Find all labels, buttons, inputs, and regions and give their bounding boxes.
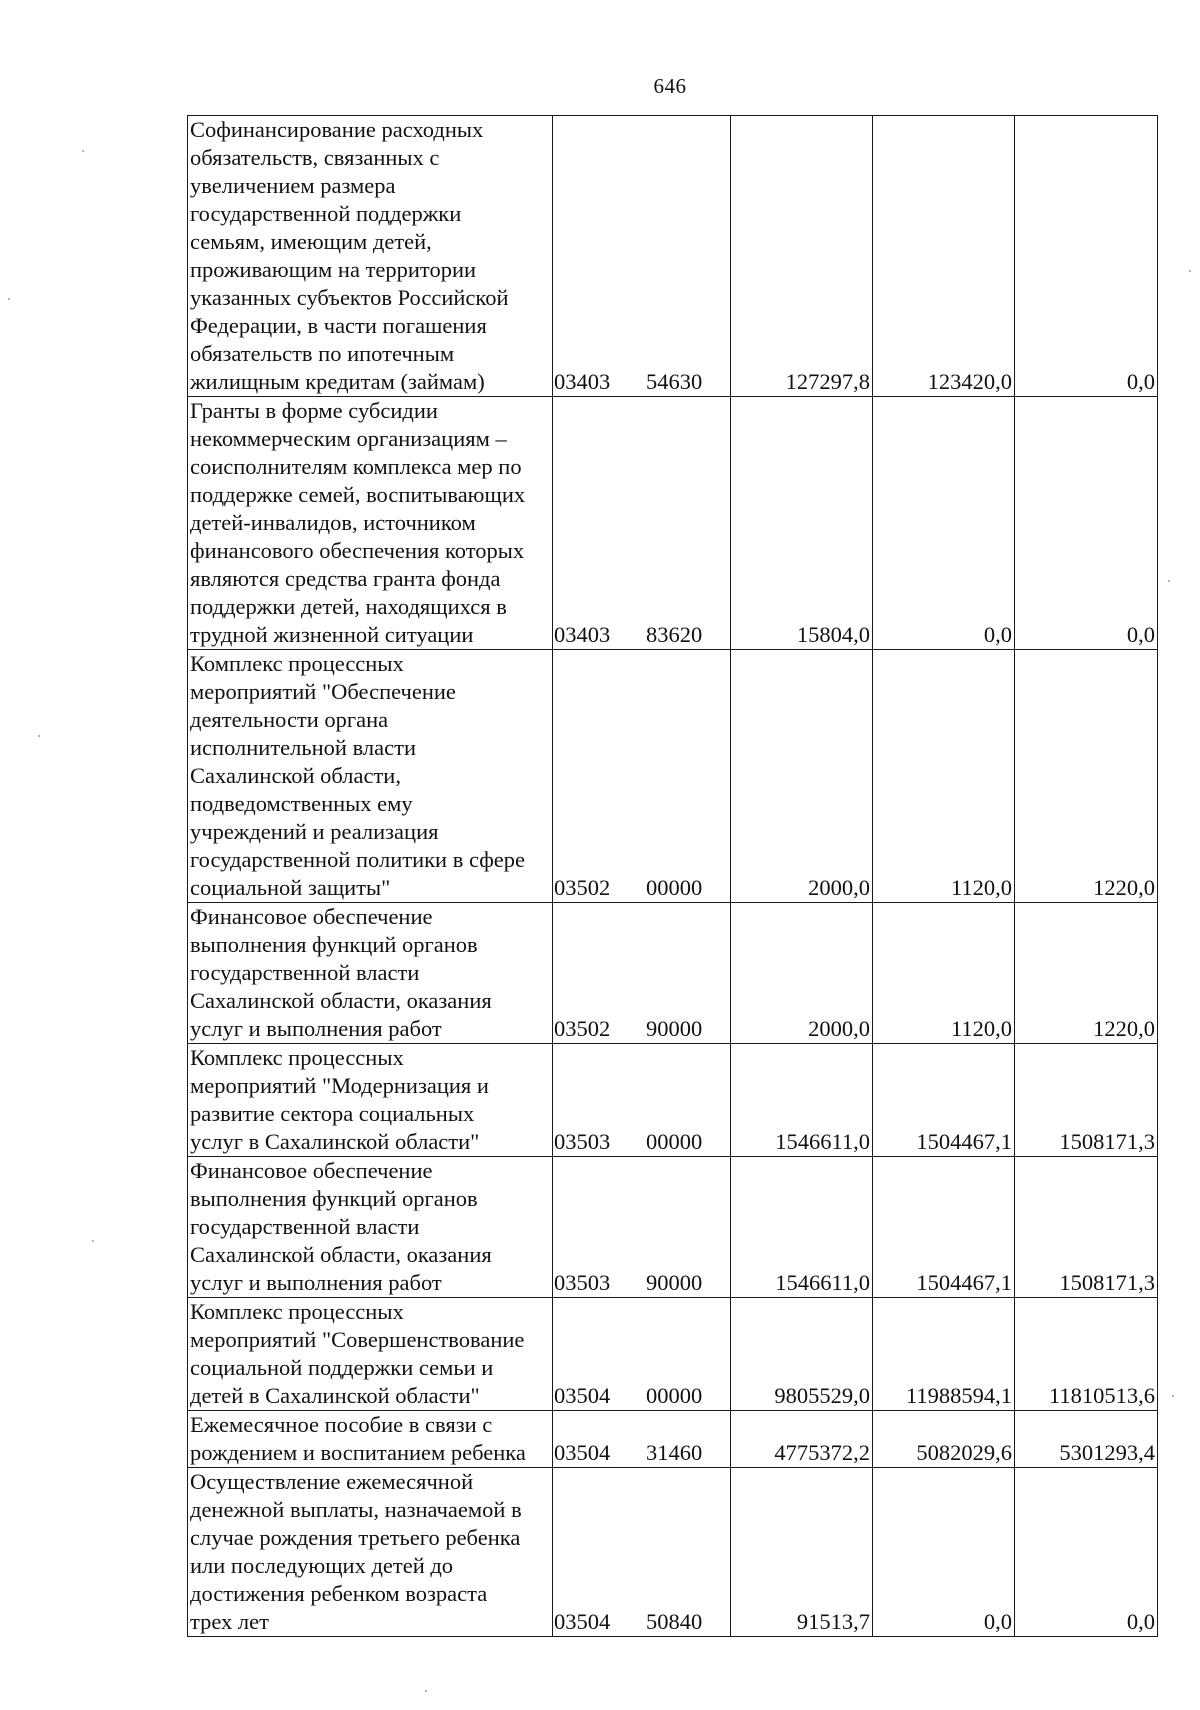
row-name-cell bbox=[188, 1411, 553, 1468]
direction-code: 54630 bbox=[646, 369, 703, 394]
table-row bbox=[188, 1298, 1158, 1411]
row-name-line: детей-инвалидов, источником bbox=[190, 510, 476, 535]
row-name-line: денежной выплаты, назначаемой в bbox=[190, 1497, 522, 1522]
amount-year-1: 91513,7 bbox=[731, 1468, 873, 1637]
program-code: 03502 bbox=[554, 875, 611, 900]
amount-year-3: 1508171,3 bbox=[1015, 1157, 1158, 1298]
amount-year-2: 0,0 bbox=[873, 1468, 1015, 1637]
amount-year-1: 9805529,0 bbox=[731, 1298, 873, 1411]
amount-year-2: 1504467,1 bbox=[873, 1044, 1015, 1157]
row-name-line: выполнения функций органов bbox=[190, 932, 478, 957]
amount-year-3: 11810513,6 bbox=[1015, 1298, 1158, 1411]
amount-year-3: 0,0 bbox=[1015, 397, 1158, 650]
row-name-line: государственной политики в сфере bbox=[190, 847, 526, 872]
row-name-line: достижения ребенком возраста bbox=[190, 1581, 488, 1606]
row-name-line: развитие сектора социальных bbox=[190, 1101, 475, 1126]
amount-year-3: 0,0 bbox=[1015, 116, 1158, 397]
program-code: 03504 bbox=[554, 1440, 611, 1465]
row-name-cell bbox=[188, 397, 553, 650]
direction-code: 00000 bbox=[646, 1383, 703, 1408]
program-code: 03503 bbox=[554, 1129, 611, 1154]
amount-year-1: 2000,0 bbox=[731, 650, 873, 903]
program-code: 03502 bbox=[554, 1016, 611, 1041]
budget-table-body bbox=[188, 116, 1158, 1637]
row-name-line: учреждений и реализация bbox=[190, 819, 439, 844]
row-name-line: подведомственных ему bbox=[190, 791, 413, 816]
row-name-cell bbox=[188, 116, 553, 397]
amount-year-3: 1508171,3 bbox=[1015, 1044, 1158, 1157]
row-name-line: финансового обеспечения которых bbox=[190, 538, 525, 563]
row-name-line: Софинансирование расходных bbox=[190, 117, 484, 142]
row-name-line: увеличением размера bbox=[190, 173, 396, 198]
row-name-line: трех лет bbox=[190, 1609, 269, 1634]
program-code: 03403 bbox=[554, 369, 611, 394]
row-name-line: детей в Сахалинской области" bbox=[190, 1383, 480, 1408]
amount-year-1: 127297,8 bbox=[731, 116, 873, 397]
row-name-cell bbox=[188, 1157, 553, 1298]
row-name-line: указанных субъектов Российской bbox=[190, 285, 509, 310]
row-name-line: государственной поддержки bbox=[190, 201, 462, 226]
amount-year-1: 1546611,0 bbox=[731, 1044, 873, 1157]
program-code: 03504 bbox=[554, 1609, 611, 1634]
row-name-line: мероприятий "Совершенствование bbox=[190, 1327, 525, 1352]
row-name-line: деятельности органа bbox=[190, 707, 389, 732]
row-name-cell bbox=[188, 1298, 553, 1411]
row-name-line: Ежемесячное пособие в связи с bbox=[190, 1412, 493, 1437]
row-name-line: Финансовое обеспечение bbox=[190, 1158, 433, 1183]
row-name-line: мероприятий "Модернизация и bbox=[190, 1073, 489, 1098]
program-code: 03503 bbox=[554, 1270, 611, 1295]
row-name-cell bbox=[188, 903, 553, 1044]
row-name-line: услуг и выполнения работ bbox=[190, 1016, 442, 1041]
row-name-line: семьям, имеющим детей, bbox=[190, 229, 432, 254]
row-codes-cell bbox=[553, 650, 731, 903]
budget-table bbox=[187, 115, 1158, 1637]
amount-year-2: 1120,0 bbox=[873, 903, 1015, 1044]
amount-year-2: 5082029,6 bbox=[873, 1411, 1015, 1468]
row-name-line: исполнительной власти bbox=[190, 735, 416, 760]
direction-code: 31460 bbox=[646, 1440, 703, 1465]
page-number: 646 bbox=[653, 74, 687, 98]
row-name-cell bbox=[188, 1044, 553, 1157]
table-row bbox=[188, 116, 1158, 397]
row-name-line: Осуществление ежемесячной bbox=[190, 1469, 474, 1494]
row-name-line: Финансовое обеспечение bbox=[190, 904, 433, 929]
row-name-line: Комплекс процессных bbox=[190, 651, 404, 676]
row-codes-cell bbox=[553, 397, 731, 650]
direction-code: 90000 bbox=[646, 1270, 703, 1295]
row-name-line: являются средства гранта фонда bbox=[190, 566, 501, 591]
amount-year-1: 2000,0 bbox=[731, 903, 873, 1044]
program-code: 03504 bbox=[554, 1383, 611, 1408]
row-name-line: поддержке семей, воспитывающих bbox=[190, 482, 526, 507]
direction-code: 90000 bbox=[646, 1016, 703, 1041]
row-name-line: обязательств, связанных с bbox=[190, 145, 440, 170]
row-name-line: Гранты в форме субсидии bbox=[190, 398, 438, 423]
row-codes-cell bbox=[553, 1468, 731, 1637]
row-codes-cell bbox=[553, 903, 731, 1044]
row-name-line: Сахалинской области, оказания bbox=[190, 988, 492, 1013]
row-codes-cell bbox=[553, 1157, 731, 1298]
table-row bbox=[188, 397, 1158, 650]
direction-code: 00000 bbox=[646, 875, 703, 900]
program-code: 03403 bbox=[554, 622, 611, 647]
table-row bbox=[188, 1468, 1158, 1637]
amount-year-1: 1546611,0 bbox=[731, 1157, 873, 1298]
amount-year-2: 1120,0 bbox=[873, 650, 1015, 903]
row-name-cell bbox=[188, 650, 553, 903]
row-name-line: социальной защиты" bbox=[190, 875, 391, 900]
row-name-line: выполнения функций органов bbox=[190, 1186, 478, 1211]
direction-code: 83620 bbox=[646, 622, 703, 647]
amount-year-3: 1220,0 bbox=[1015, 903, 1158, 1044]
row-name-line: услуг и выполнения работ bbox=[190, 1270, 442, 1295]
row-name-line: поддержки детей, находящихся в bbox=[190, 594, 507, 619]
row-codes-cell bbox=[553, 1298, 731, 1411]
row-name-line: государственной власти bbox=[190, 960, 420, 985]
row-name-line: государственной власти bbox=[190, 1214, 420, 1239]
amount-year-2: 0,0 bbox=[873, 397, 1015, 650]
row-name-line: Комплекс процессных bbox=[190, 1045, 404, 1070]
amount-year-3: 0,0 bbox=[1015, 1468, 1158, 1637]
row-name-line: или последующих детей до bbox=[190, 1553, 454, 1578]
direction-code: 50840 bbox=[646, 1609, 703, 1634]
row-name-line: Сахалинской области, оказания bbox=[190, 1242, 492, 1267]
row-name-line: мероприятий "Обеспечение bbox=[190, 679, 456, 704]
amount-year-3: 1220,0 bbox=[1015, 650, 1158, 903]
amount-year-2: 1504467,1 bbox=[873, 1157, 1015, 1298]
row-name-cell bbox=[188, 1468, 553, 1637]
table-row bbox=[188, 1411, 1158, 1468]
row-name-line: случае рождения третьего ребенка bbox=[190, 1525, 521, 1550]
row-codes-cell bbox=[553, 116, 731, 397]
row-name-line: услуг в Сахалинской области" bbox=[190, 1129, 480, 1154]
row-name-line: социальной поддержки семьи и bbox=[190, 1355, 494, 1380]
row-name-line: проживающим на территории bbox=[190, 257, 477, 282]
row-name-line: Сахалинской области, bbox=[190, 763, 401, 788]
row-name-line: жилищным кредитам (займам) bbox=[190, 369, 485, 394]
direction-code: 00000 bbox=[646, 1129, 703, 1154]
table-row bbox=[188, 1044, 1158, 1157]
row-name-line: рождением и воспитанием ребенка bbox=[190, 1440, 526, 1465]
amount-year-1: 15804,0 bbox=[731, 397, 873, 650]
row-name-line: некоммерческим организациям – bbox=[190, 426, 507, 451]
row-name-line: соисполнителям комплекса мер по bbox=[190, 454, 522, 479]
amount-year-1: 4775372,2 bbox=[731, 1411, 873, 1468]
amount-year-2: 123420,0 bbox=[873, 116, 1015, 397]
row-name-line: Федерации, в части погашения bbox=[190, 313, 487, 338]
row-name-line: трудной жизненной ситуации bbox=[190, 622, 474, 647]
row-name-line: Комплекс процессных bbox=[190, 1299, 404, 1324]
table-row bbox=[188, 650, 1158, 903]
row-codes-cell bbox=[553, 1044, 731, 1157]
table-row bbox=[188, 903, 1158, 1044]
row-name-line: обязательств по ипотечным bbox=[190, 341, 455, 366]
row-codes-cell bbox=[553, 1411, 731, 1468]
amount-year-3: 5301293,4 bbox=[1015, 1411, 1158, 1468]
amount-year-2: 11988594,1 bbox=[873, 1298, 1015, 1411]
table-row bbox=[188, 1157, 1158, 1298]
